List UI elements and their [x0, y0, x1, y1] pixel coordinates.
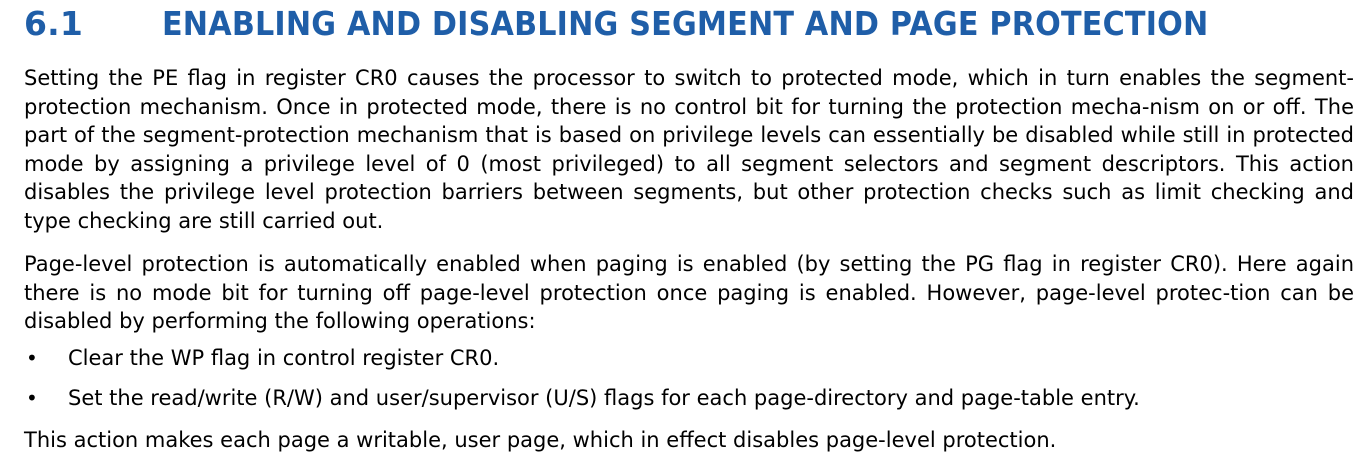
document-page [24, 0, 1360, 452]
bullet-icon: • [26, 346, 38, 370]
section-title: ENABLING AND DISABLING SEGMENT AND PAGE PROTECTION [162, 4, 1209, 43]
paragraph-intro-text: Setting the PE flag in register CR0 causes the processor to switch to protected mode, which in turn enables the segment-protection mechanism. Once in protected mode, there is no control bit for turning the protection mecha-nism on or off. The part of the segment-protection mechanism that is based on privilege levels can essentially be disabled while still in protected mode by assigning a privilege level of 0 (most privileged) to all segment selectors and segment descriptors. This action disables the privilege level protection barriers between segments, but other protection checks such as limit checking and type checking are still carried out. [24, 66, 1354, 233]
bullet-icon: • [26, 386, 38, 410]
paragraph-page-level [24, 250, 1354, 336]
paragraph-conclusion [24, 426, 1354, 455]
paragraph-page-level-text: Page-level protection is automatically enabled when paging is enabled (by setting the PG flag in register CR0). Here again there is no mode bit for turning off page-level protection once paging is enabled. However, page-level protec-tion can be disabled by performing the following operations: [24, 252, 1354, 334]
paragraph-conclusion-text: This action makes each page a writable, user page, which in effect disables page-level protection. [24, 428, 1057, 452]
list-item-text: Clear the WP flag in control register CR0. [68, 346, 500, 370]
paragraph-intro [24, 64, 1354, 236]
section-number: 6.1 [24, 4, 84, 43]
section-heading [24, 0, 1360, 60]
list-item [24, 384, 1354, 424]
list-item [24, 344, 1354, 384]
list-item-text: Set the read/write (R/W) and user/supervisor (U/S) flags for each page-directory and page-table entry. [68, 386, 1140, 410]
operations-list [24, 344, 1354, 424]
